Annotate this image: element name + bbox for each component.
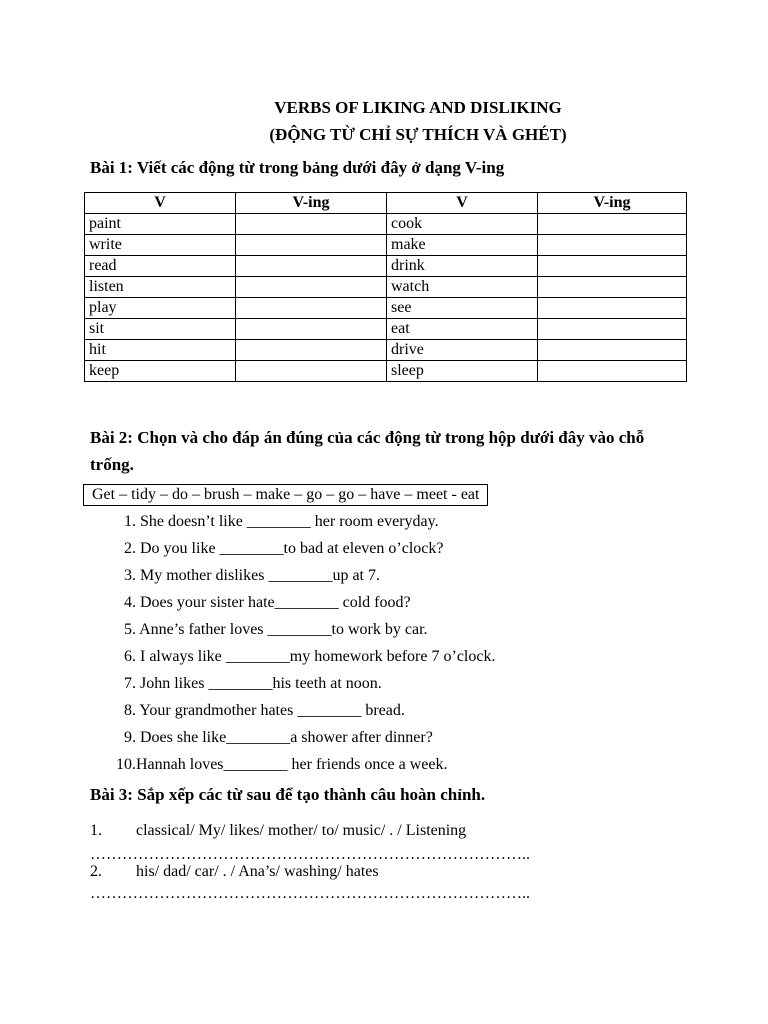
item-text: My mother dislikes ________up at 7. — [140, 567, 380, 584]
table-row — [85, 340, 687, 361]
list-item — [110, 643, 495, 670]
verb-cell: keep — [85, 361, 236, 382]
answer-line[interactable]: ……………………………………………………………………….. — [90, 885, 530, 902]
list-item — [110, 589, 495, 616]
answer-cell[interactable] — [236, 298, 387, 319]
item-number: 1. — [90, 822, 102, 839]
item-text: Does your sister hate________ cold food? — [140, 594, 411, 611]
header-v: V — [85, 193, 236, 214]
answer-cell[interactable] — [538, 256, 687, 277]
answer-cell[interactable] — [236, 256, 387, 277]
list-item — [110, 697, 495, 724]
exercise-3-heading: Bài 3: Sắp xếp các từ sau để tạo thành câu hoàn chỉnh. — [90, 785, 486, 804]
verb-cell: drink — [387, 256, 538, 277]
item-number: 7. — [124, 675, 136, 692]
reorder-item — [90, 862, 379, 882]
answer-cell[interactable] — [236, 361, 387, 382]
worksheet-subtitle: (ĐỘNG TỪ CHỈ SỰ THÍCH VÀ GHÉT) — [269, 125, 567, 144]
answer-cell[interactable] — [538, 277, 687, 298]
verb-cell: sleep — [387, 361, 538, 382]
item-text: Do you like ________to bad at eleven o’clock? — [140, 540, 444, 557]
verb-cell: paint — [85, 214, 236, 235]
item-text: She doesn’t like ________ her room everyday. — [140, 513, 439, 530]
exercise-2-list — [110, 508, 495, 778]
item-number: 3. — [124, 567, 136, 584]
verb-cell: sit — [85, 319, 236, 340]
exercise-2-heading: Bài 2: Chọn và cho đáp án đúng của các động từ trong hộp dưới đây vào chỗ trống. — [90, 428, 645, 474]
list-item — [110, 751, 495, 778]
item-number: 2. — [124, 540, 136, 557]
item-text: Hannah loves________ her friends once a week. — [136, 756, 448, 773]
list-item — [110, 670, 495, 697]
answer-cell[interactable] — [236, 340, 387, 361]
item-text: his/ dad/ car/ . / Ana’s/ washing/ hates — [136, 863, 379, 880]
table-row — [85, 235, 687, 256]
verb-cell: see — [387, 298, 538, 319]
header-ving: V-ing — [236, 193, 387, 214]
answer-cell[interactable] — [538, 298, 687, 319]
table-row — [85, 256, 687, 277]
verb-cell: listen — [85, 277, 236, 298]
verb-cell: make — [387, 235, 538, 256]
list-item — [110, 616, 495, 643]
item-text: I always like ________my homework before 7 o’clock. — [140, 648, 496, 665]
table-header-row — [85, 193, 687, 214]
worksheet-title: VERBS OF LIKING AND DISLIKING — [274, 98, 562, 117]
table-row — [85, 214, 687, 235]
item-text: classical/ My/ likes/ mother/ to/ music/ . / Listening — [136, 822, 467, 839]
verb-cell: play — [85, 298, 236, 319]
answer-cell[interactable] — [236, 319, 387, 340]
answer-cell[interactable] — [236, 277, 387, 298]
item-number: 6. — [124, 648, 136, 665]
item-number: 2. — [90, 863, 102, 880]
item-text: John likes ________his teeth at noon. — [140, 675, 382, 692]
reorder-item — [90, 821, 466, 841]
word-box: Get – tidy – do – brush – make – go – go – have – meet - eat — [83, 484, 488, 506]
answer-cell[interactable] — [538, 361, 687, 382]
item-number: 1. — [124, 513, 136, 530]
item-number: 5. — [124, 621, 136, 638]
verb-cell: cook — [387, 214, 538, 235]
answer-cell[interactable] — [538, 340, 687, 361]
item-text: Your grandmother hates ________ bread. — [139, 702, 405, 719]
verb-cell: write — [85, 235, 236, 256]
answer-cell[interactable] — [538, 235, 687, 256]
table-row — [85, 361, 687, 382]
header-v: V — [387, 193, 538, 214]
exercise-1-heading: Bài 1: Viết các động từ trong bảng dưới đây ở dạng V-ing — [90, 158, 505, 177]
item-text: Anne’s father loves ________to work by car. — [139, 621, 428, 638]
item-text: Does she like________a shower after dinner? — [140, 729, 433, 746]
verb-cell: drive — [387, 340, 538, 361]
verb-table — [84, 192, 687, 382]
header-ving: V-ing — [538, 193, 687, 214]
list-item — [110, 508, 495, 535]
item-number: 10. — [116, 756, 136, 773]
list-item — [110, 724, 495, 751]
verb-cell: watch — [387, 277, 538, 298]
answer-cell[interactable] — [538, 319, 687, 340]
answer-cell[interactable] — [538, 214, 687, 235]
answer-cell[interactable] — [236, 235, 387, 256]
verb-cell: hit — [85, 340, 236, 361]
verb-cell: read — [85, 256, 236, 277]
list-item — [110, 535, 495, 562]
item-number: 4. — [124, 594, 136, 611]
item-number: 9. — [124, 729, 136, 746]
answer-line[interactable]: ……………………………………………………………………….. — [90, 846, 530, 863]
item-number: 8. — [124, 702, 136, 719]
table-row — [85, 277, 687, 298]
list-item — [110, 562, 495, 589]
table-row — [85, 298, 687, 319]
answer-cell[interactable] — [236, 214, 387, 235]
table-row — [85, 319, 687, 340]
verb-cell: eat — [387, 319, 538, 340]
